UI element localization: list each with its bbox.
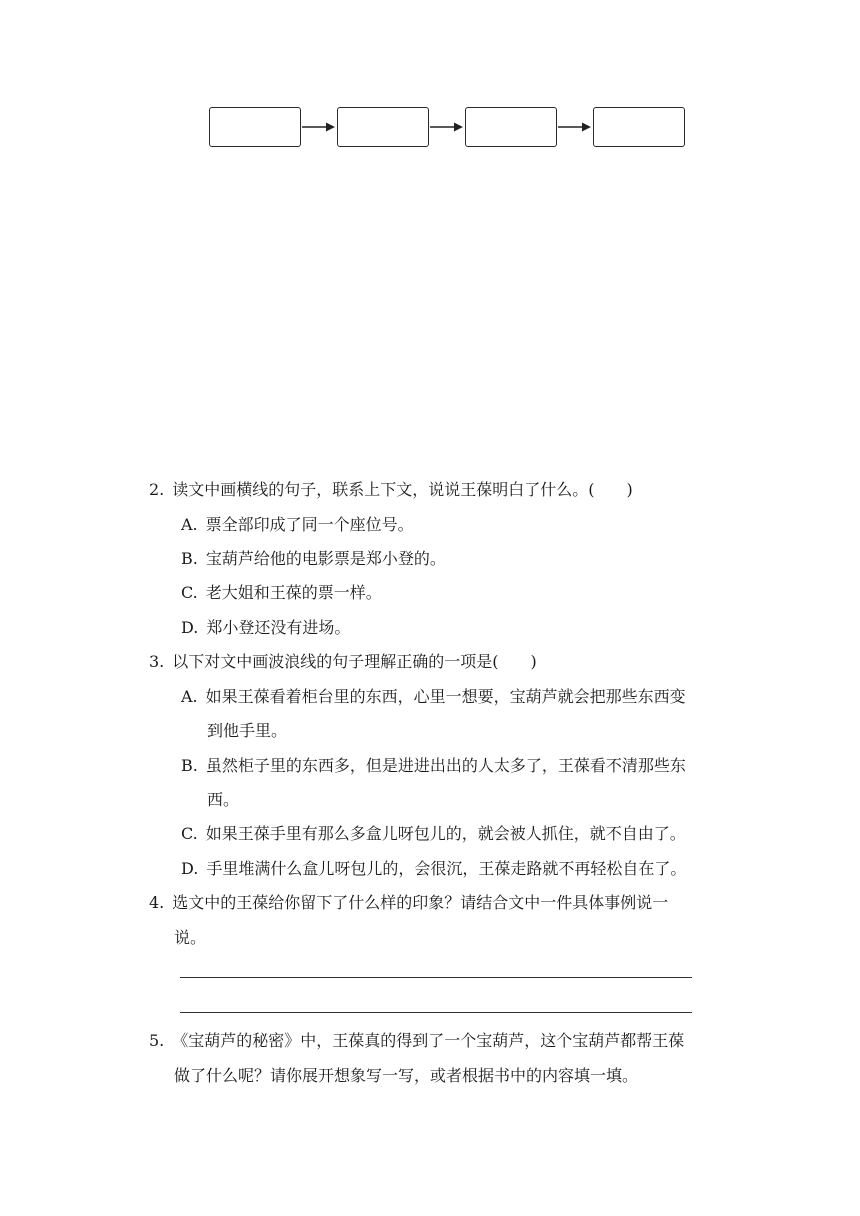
arrow-right-icon <box>301 106 337 148</box>
option-text: 票全部印成了同一个座位号。 <box>205 515 414 534</box>
question-3-option-a[interactable] <box>181 687 686 707</box>
question-2-option-b[interactable] <box>181 549 446 569</box>
question-3-stem <box>149 652 537 672</box>
question-3-option-d[interactable] <box>181 859 686 879</box>
arrow-right-icon <box>429 106 465 148</box>
option-text: 西。 <box>207 790 240 809</box>
question-text: 做了什么呢？请你展开想象写一写，或者根据书中的内容填一填。 <box>174 1066 639 1085</box>
question-number: 3. <box>149 652 165 671</box>
question-2-option-c[interactable] <box>181 583 382 603</box>
flow-box-4[interactable] <box>593 107 685 147</box>
option-text: 如果王葆手里有那么多盒儿呀包儿的，就会被人抓住，就不自由了。 <box>205 824 686 843</box>
question-3-option-b[interactable] <box>181 756 686 776</box>
question-2-option-a[interactable] <box>181 515 414 535</box>
option-letter: B. <box>181 549 198 568</box>
flow-box-2[interactable] <box>337 107 429 147</box>
option-text: 虽然柜子里的东西多，但是进进出出的人太多了，王葆看不清那些东 <box>205 756 686 775</box>
option-text: 郑小登还没有进场。 <box>206 618 351 637</box>
question-text: 《宝葫芦的秘密》中，王葆真的得到了一个宝葫芦，这个宝葫芦都帮王葆 <box>172 1031 685 1050</box>
arrow-right-icon <box>557 106 593 148</box>
question-5-stem-cont <box>174 1066 638 1086</box>
option-text: 宝葫芦给他的电影票是郑小登的。 <box>205 549 446 568</box>
question-number: 4. <box>149 893 165 912</box>
question-text: 选文中的王葆给你留下了什么样的印象？请结合文中一件具体事例说一 <box>172 893 669 912</box>
question-2-stem <box>149 480 633 500</box>
option-letter: A. <box>181 515 198 534</box>
flow-box-3[interactable] <box>465 107 557 147</box>
answer-line[interactable] <box>180 1012 692 1013</box>
answer-line[interactable] <box>180 977 692 978</box>
question-text: 读文中画横线的句子，联系上下文，说说王葆明白了什么。( ) <box>172 480 633 499</box>
option-letter: C. <box>181 583 198 602</box>
option-letter: D. <box>181 859 199 878</box>
flow-diagram <box>209 106 685 148</box>
option-text: 到他手里。 <box>207 721 288 740</box>
option-letter: D. <box>181 618 199 637</box>
question-text: 以下对文中画波浪线的句子理解正确的一项是( ) <box>172 652 537 671</box>
option-text: 如果王葆看着柜台里的东西，心里一想要，宝葫芦就会把那些东西变 <box>205 687 686 706</box>
question-4-stem-cont <box>174 928 206 948</box>
question-number: 2. <box>149 480 165 499</box>
question-5-stem <box>149 1031 684 1051</box>
question-3-option-c[interactable] <box>181 824 686 844</box>
flow-box-1[interactable] <box>209 107 301 147</box>
question-number: 5. <box>149 1031 165 1050</box>
option-text: 手里堆满什么盒儿呀包儿的，会很沉，王葆走路就不再轻松自在了。 <box>206 859 687 878</box>
question-3-option-a-cont <box>207 721 287 741</box>
question-2-option-d[interactable] <box>181 618 350 638</box>
question-3-option-b-cont <box>207 790 239 810</box>
question-text: 说。 <box>174 928 207 947</box>
option-letter: A. <box>181 687 198 706</box>
option-text: 老大姐和王葆的票一样。 <box>205 583 382 602</box>
question-4-stem <box>149 893 668 913</box>
option-letter: C. <box>181 824 198 843</box>
option-letter: B. <box>181 756 198 775</box>
